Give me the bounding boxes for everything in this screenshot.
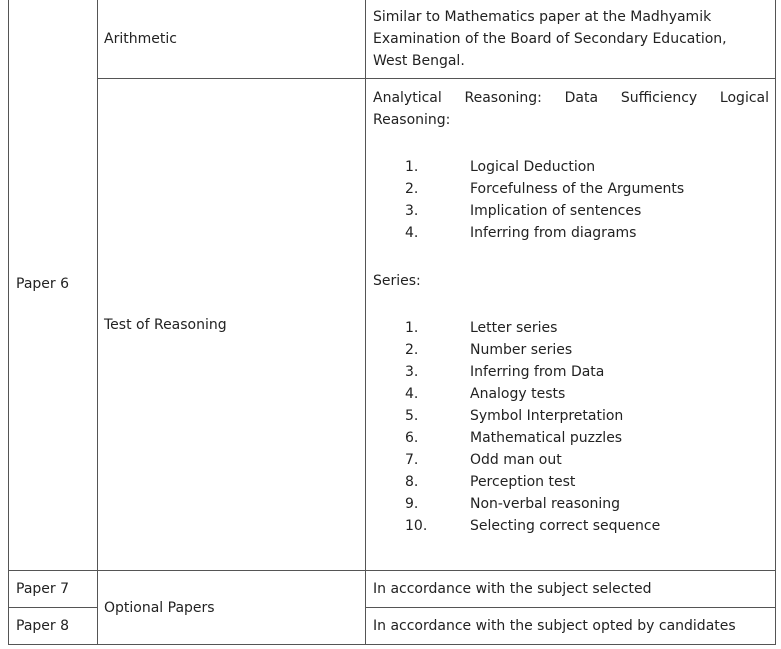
analytical-reasoning-intro-line2: Reasoning: bbox=[373, 112, 451, 128]
table-border-bottom bbox=[8, 644, 776, 645]
row-divider-paper6 bbox=[8, 570, 776, 571]
subject-test-of-reasoning: Test of Reasoning bbox=[104, 317, 227, 333]
subject-arithmetic: Arithmetic bbox=[104, 31, 177, 47]
table-border-left bbox=[8, 0, 9, 645]
arithmetic-syllabus-line1: Similar to Mathematics paper at the Madhyamik bbox=[373, 9, 712, 25]
series-heading: Series: bbox=[373, 273, 421, 289]
row-divider-paper7-right bbox=[365, 607, 776, 608]
paper-8-syllabus: In accordance with the subject opted by candidates bbox=[373, 618, 736, 634]
paper-7-syllabus: In accordance with the subject selected bbox=[373, 581, 652, 597]
row-divider-paper7-left bbox=[8, 607, 98, 608]
analytical-reasoning-intro-line1: Analytical Reasoning: Data Sufficiency Logical bbox=[373, 90, 769, 106]
paper-6-label: Paper 6 bbox=[16, 276, 70, 292]
table-divider-col2 bbox=[365, 0, 366, 645]
arithmetic-syllabus-line3: West Bengal. bbox=[373, 53, 465, 69]
arithmetic-syllabus-line2: Examination of the Board of Secondary Education, bbox=[373, 31, 727, 47]
table-divider-col1 bbox=[97, 0, 98, 645]
paper-7-label: Paper 7 bbox=[16, 581, 70, 597]
table-border-right bbox=[775, 0, 776, 645]
subject-optional-papers: Optional Papers bbox=[104, 600, 215, 616]
paper-8-label: Paper 8 bbox=[16, 618, 70, 634]
row-divider-arithmetic bbox=[97, 78, 776, 79]
